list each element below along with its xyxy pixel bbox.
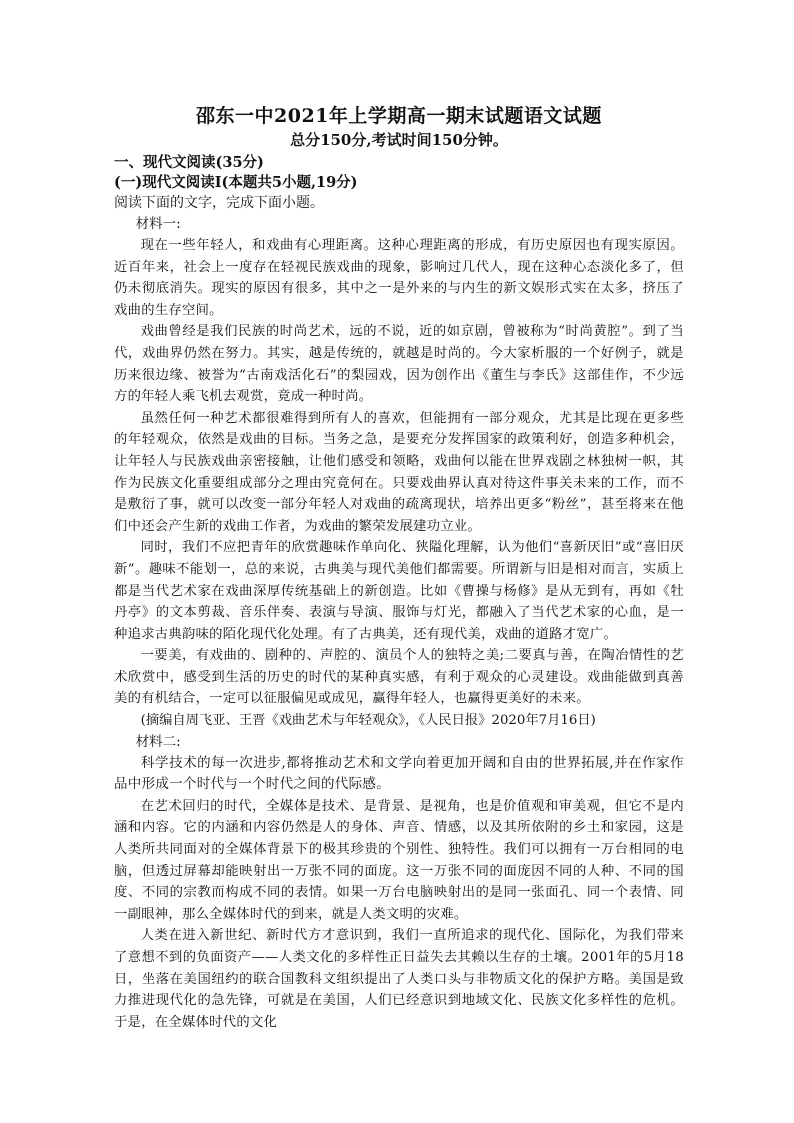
- exam-title: 邵东一中2021年上学期高一期末试题语文试题: [196, 105, 602, 127]
- material-1-paragraph: 同时，我们不应把青年的欣赏趣味作单向化、狭隘化理解，认为他们“喜新厌旧”或“喜旧厌新”。趣味不能划一，总的来说，古典美与现代美他们都需要。所谓新与旧是相对而言，实质上都是当代艺术家在戏曲深厚传统基础上的新创造。比如《曹操与杨修》是从无到有，再如《牡丹亭》的文本剪裁、音乐伴奏、表演与导演、服饰与灯光，都融入了当代艺术家的心血，是一种追求古典韵味的陌化现代化处理。有了古典美，还有现代美，戏曲的道路才宽广。: [114, 540, 684, 642]
- material-1-paragraph: 一要美，有戏曲的、剧种的、声腔的、演员个人的独特之美;二要真与善，在陶冶情性的艺术欣赏中，感受到生活的历史的时代的某种真实感，有利于观众的心灵建设。戏曲能做到真善美的有机结合，一定可以征服偏见或成见，赢得年轻人，也赢得更美好的未来。: [114, 648, 684, 707]
- material-1-paragraph: 虽然任何一种艺术都很难得到所有人的喜欢，但能拥有一部分观众，尤其是比现在更多些的年轻观众，依然是戏曲的目标。当务之急，是要充分发挥国家的政策利好，创造多种机会，让年轻人与民族戏曲亲密接触，让他们感受和领略，戏曲何以能在世界戏剧之林独树一帜，其作为民族文化重要组成部分之理由究竟何在。只要戏曲界认真对待这件事关未来的工作，而不是敷衍了事，就可以改变一部分年轻人对戏曲的疏离现状，培养出更多“粉丝”，甚至将来在他们中还会产生新的戏曲工作者，为戏曲的繁荣发展建功立业。: [114, 410, 684, 534]
- exam-subtitle: 总分150分,考试时间150分钟。: [290, 131, 508, 149]
- reading-instruction: 阅读下面的文字，完成下面小题。: [114, 195, 324, 211]
- sub-section-heading: (一)现代文阅读Ⅰ(本题共5小题,19分): [114, 174, 358, 191]
- section-heading: 一、现代文阅读(35分): [114, 154, 264, 171]
- material-1-source: (摘编自周飞亚、王晋《戏曲艺术与年轻观众》，《人民日报》2020年7月16日): [140, 713, 596, 729]
- material-1-paragraph: 现在一些年轻人，和戏曲有心理距离。这种心理距离的形成，有历史原因也有现实原因。近百年来，社会上一度存在轻视民族戏曲的现象，影响过几代人，现在这种心态淡化多了，但仍未彻底消失。现实的原因有很多，其中之一是外来的与内生的新文娱形式实在太多，挤压了戏曲的生存空间。: [114, 238, 684, 318]
- material-1-label: 材料一:: [135, 216, 181, 232]
- material-2-paragraph: 科学技术的每一次进步,都将推动艺术和文学向着更加开阔和自由的世界拓展,并在作家作品中形成一个时代与一个时代之间的代际感。: [114, 754, 684, 793]
- material-2-paragraph: 在艺术回归的时代，全媒体是技术、是背景、是视角，也是价值观和审美观，但它不是内涵和内容。它的内涵和内容仍然是人的身体、声音、情感，以及其所依附的乡土和家园，这是人类所共同面对的全媒体背景下的极其珍贵的个别性、独特性。我们可以拥有一万台相同的电脑，但透过屏幕却能映射出一万张不同的面庞。这一万张不同的面庞因不同的人种、不同的国度、不同的宗教而构成不同的表情。如果一万台电脑映射出的是同一张面孔、同一个表情、同一副眼神，那么全媒体时代的到来，就是人类文明的灾难。: [114, 798, 684, 922]
- material-1-paragraph: 戏曲曾经是我们民族的时尚艺术，远的不说，近的如京剧，曾被称为“时尚黄腔”。到了当代，戏曲界仍然在努力。其实，越是传统的，就越是时尚的。今大家析服的一个好例子，就是历来很边缘、被誉为“古南戏活化石”的梨园戏，因为创作出《董生与李氏》这部佳作，不少远方的年轻人乘飞机去观赏，竟成一种时尚。: [114, 324, 684, 405]
- material-2-label: 材料二:: [135, 733, 181, 750]
- material-2-paragraph: 人类在进入新世纪、新时代方才意识到，我们一直所追求的现代化、国际化，为我们带来了意想不到的负面资产——人类文化的多样性正日益失去其赖以生存的土壤。2001年的5月18日，坐落在美国纽约的联合国教科文组织提出了人类口头与非物质文化的保护方略。美国是致力推进现代化的急先锋，可就是在美国，人们已经意识到地域文化、民族文化多样性的危机。于是，在全媒体时代的文化: [114, 928, 684, 1030]
